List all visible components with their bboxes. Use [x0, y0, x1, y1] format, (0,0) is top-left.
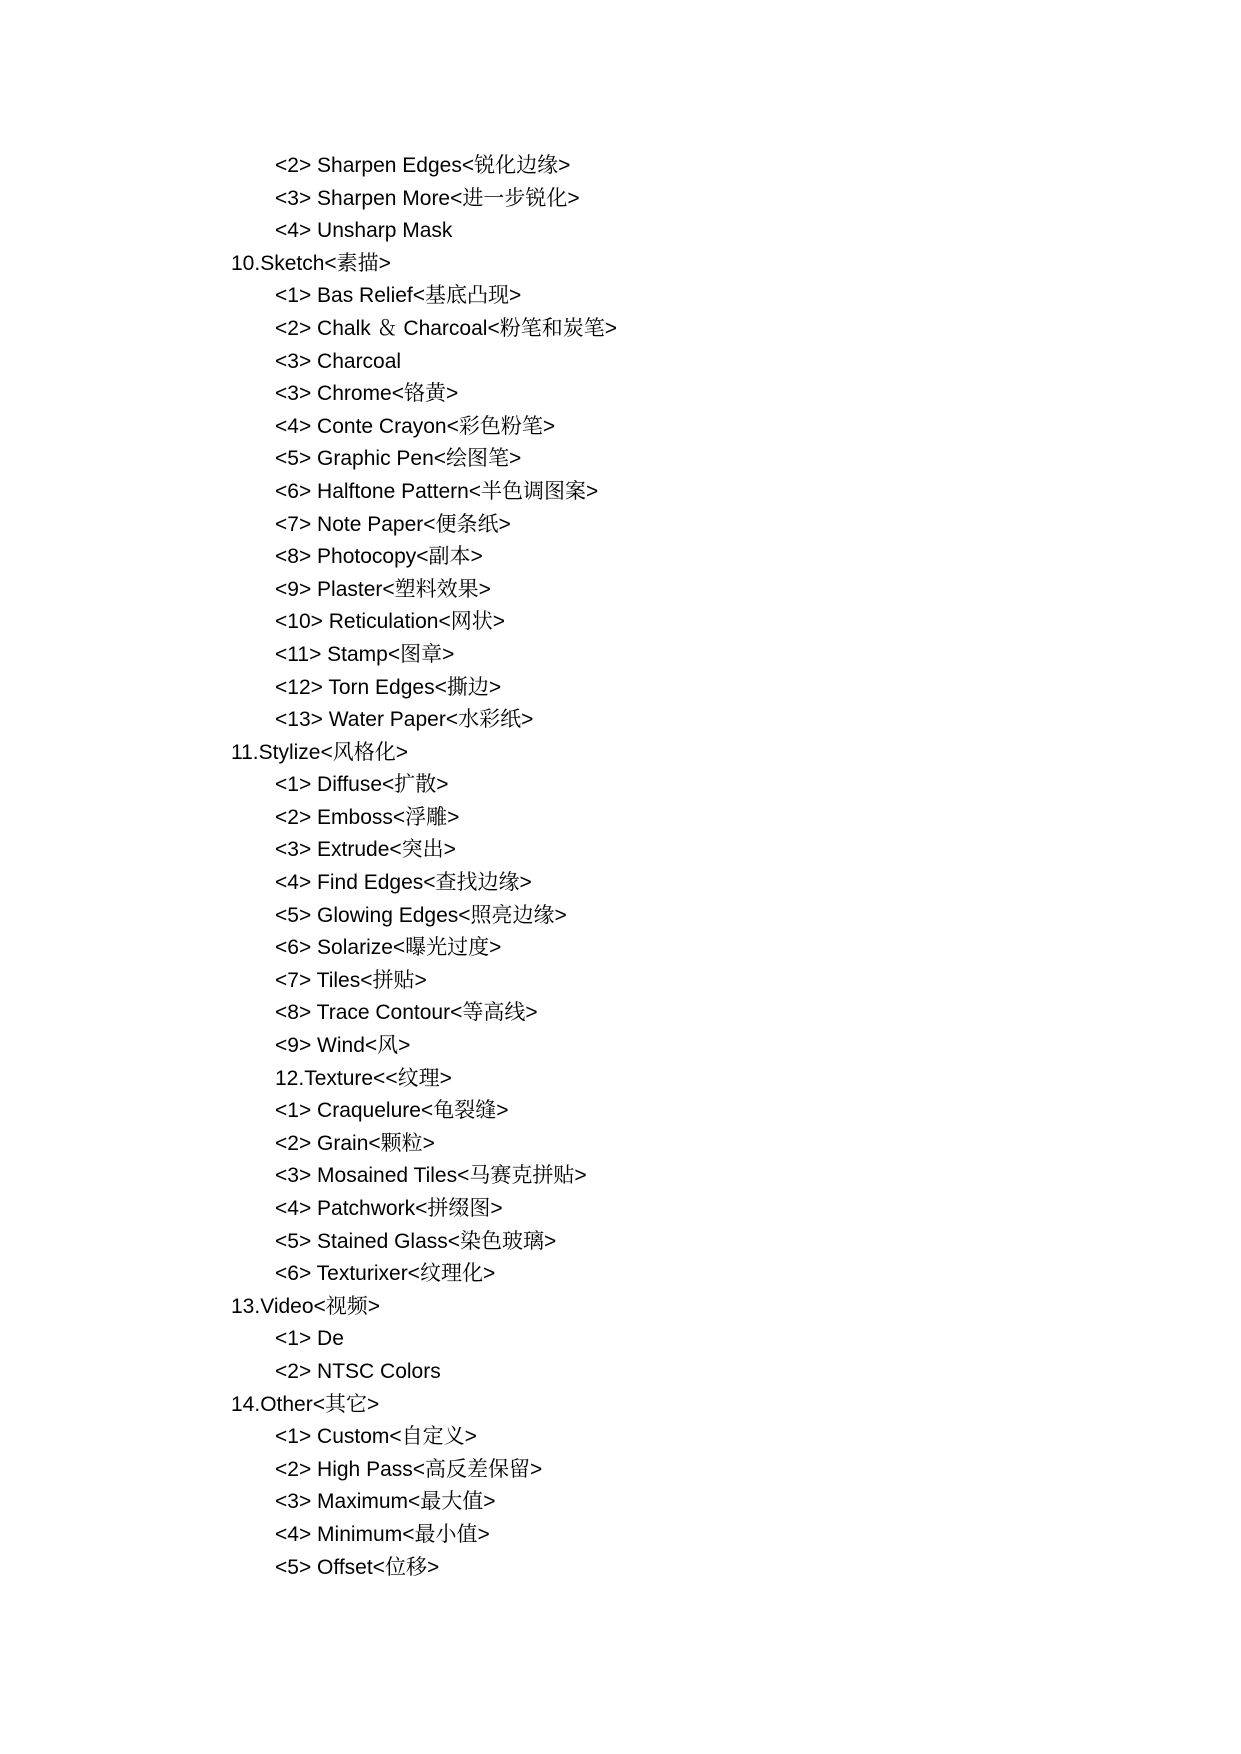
list-item: <4> Find Edges<查找边缘> [275, 871, 532, 895]
section-heading: 13.Video<视频> [231, 1294, 381, 1318]
list-item: <3> Mosained Tiles<马赛克拼贴> [275, 1164, 587, 1188]
list-item: <2> Sharpen Edges<锐化边缘> [275, 154, 571, 177]
list-item: <7> Note Paper<便条纸> [275, 512, 511, 536]
list-item: <7> Tiles<拼贴> [275, 968, 427, 992]
list-item: <9> Plaster<塑料效果> [275, 577, 491, 601]
list-item: <1> Custom<自定义> [275, 1425, 477, 1449]
list-item: <3> Sharpen More<进一步锐化> [275, 186, 580, 210]
list-item: <5> Offset<位移> [275, 1555, 440, 1579]
section-heading: 10.Sketch<素描> [231, 251, 391, 275]
list-item: <13> Water Paper<水彩纸> [275, 708, 534, 732]
list-item: <2> Grain<颗粒> [275, 1131, 435, 1155]
list-item: <1> Bas Relief<基底凸现> [275, 284, 522, 308]
list-item: <11> Stamp<图章> [275, 642, 455, 666]
section-heading: 14.Other<其它> [231, 1392, 380, 1416]
list-item: <6> Solarize<曝光过度> [275, 936, 502, 960]
list-item: <3> Charcoal [275, 349, 402, 373]
list-item: <5> Stained Glass<染色玻璃> [275, 1229, 557, 1253]
list-item: <6> Halftone Pattern<半色调图案> [275, 479, 599, 503]
list-item: <4> Conte Crayon<彩色粉笔> [275, 414, 556, 438]
list-item: <2> Emboss<浮雕> [275, 805, 460, 829]
list-item: <9> Wind<风> [275, 1034, 411, 1058]
list-item: <2> Chalk ＆ Charcoal<粉笔和炭笔> [275, 316, 617, 340]
filter-list [0, 150, 617, 1584]
list-item: <6> Texturixer<纹理化> [275, 1262, 496, 1286]
list-item: <4> Patchwork<拼缀图> [275, 1197, 503, 1220]
list-item: <1> Diffuse<扩散> [275, 773, 449, 797]
list-item: <3> Chrome<铬黄> [275, 382, 459, 406]
list-item: <2> NTSC Colors [275, 1359, 441, 1383]
list-item: <4> Unsharp Mask [275, 219, 453, 243]
list-item: <5> Graphic Pen<绘图笔> [275, 447, 522, 471]
list-item: <2> High Pass<高反差保留> [275, 1457, 543, 1481]
list-item: <1> Craquelure<龟裂缝> [275, 1099, 509, 1123]
list-item: <1> De [275, 1327, 344, 1351]
list-item: <12> Torn Edges<撕边> [275, 675, 502, 699]
list-item: <8> Photocopy<副本> [275, 545, 483, 569]
list-item: <4> Minimum<最小值> [275, 1522, 490, 1546]
list-item: <10> Reticulation<网状> [275, 610, 505, 634]
section-heading: 11.Stylize<风格化> [231, 740, 409, 764]
list-item: <5> Glowing Edges<照亮边缘> [275, 903, 567, 927]
list-item: <3> Maximum<最大值> [275, 1490, 496, 1514]
list-item: <3> Extrude<突出> [275, 838, 456, 862]
list-item: 12.Texture<<纹理> [275, 1066, 452, 1090]
list-item: <8> Trace Contour<等高线> [275, 1001, 538, 1025]
